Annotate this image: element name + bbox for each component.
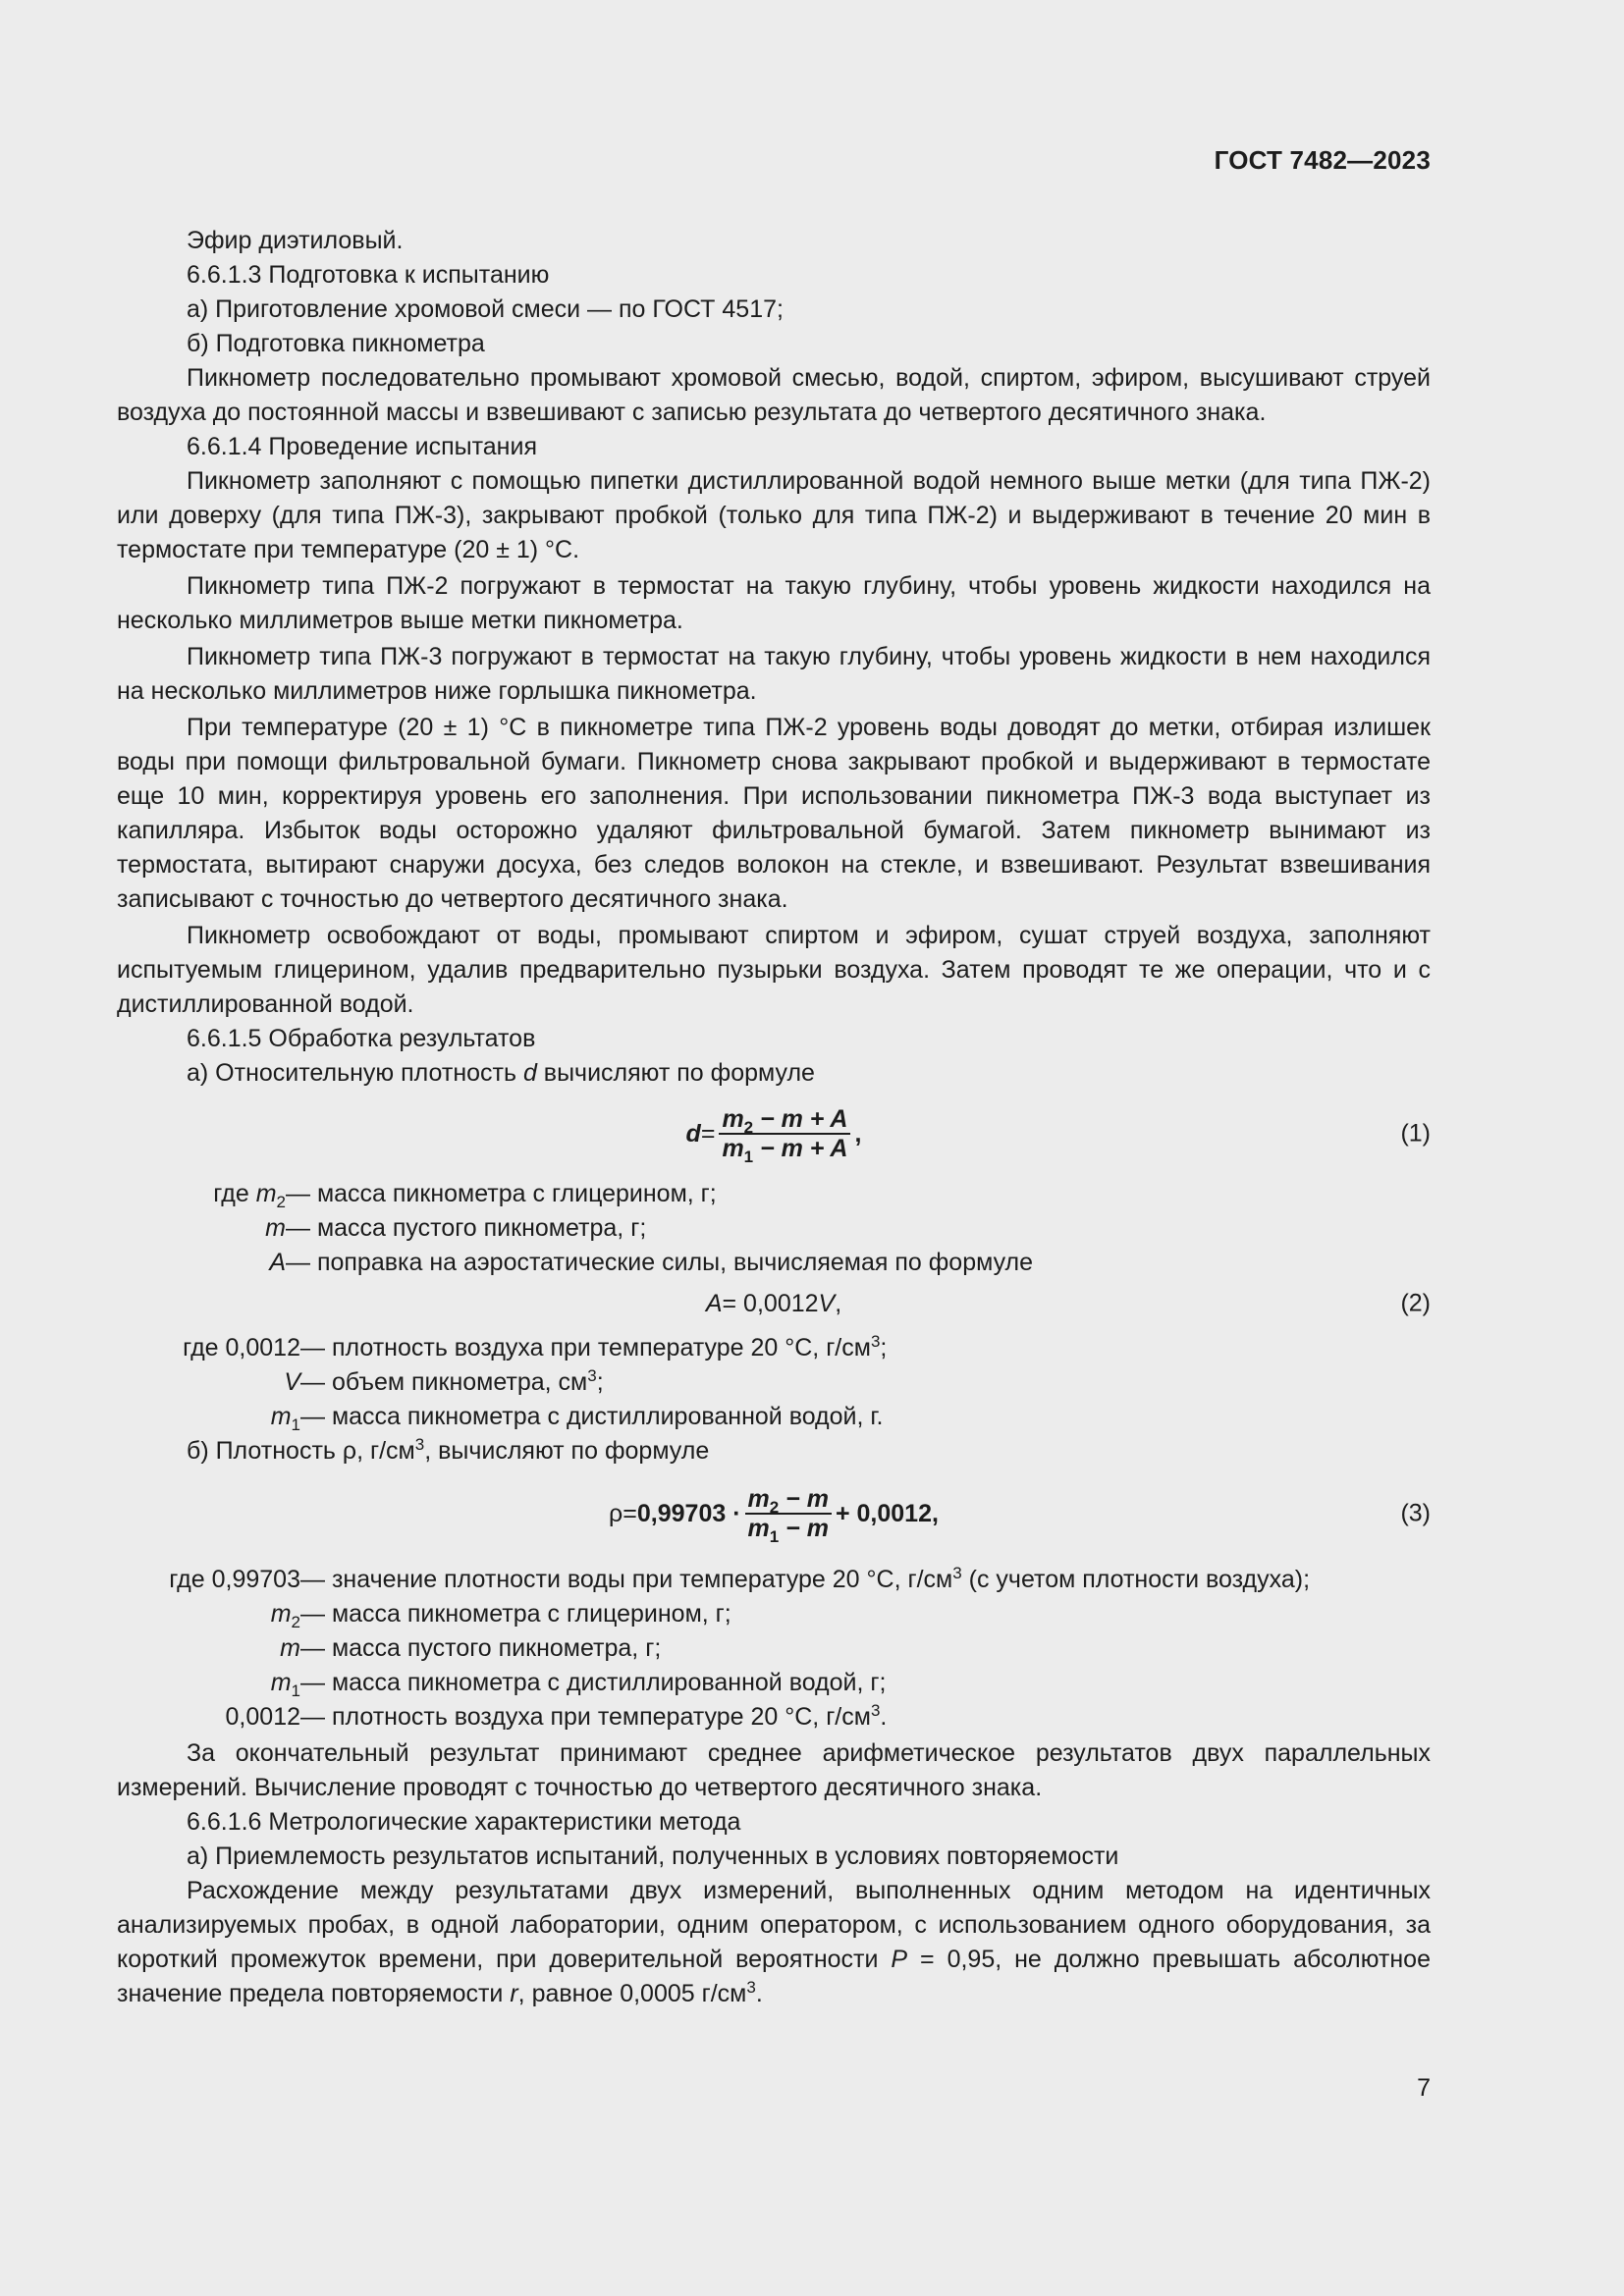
list-item: а) Приемлемость результатов испытаний, полученных в условиях повторяемости — [187, 1842, 1119, 1870]
definitions-2: где 0,0012 — плотность воздуха при температуре 20 °С, $г/см^3$; V — объем пикнометра, $см^3$; $m_1$ — масса пикнометра с дистиллированной водой, г. — [183, 1332, 888, 1434]
paragraph: Расхождение между результатами двух измерений, выполненных одним методом на идентичных анализируемых пробах, в одной лаборатории, одним оператором, с использованием одного оборудования, за короткий промежуток времени, при доверительной вероятности P = 0,95, не должно превышать абсолютное значение предела повторяемости r, равное 0,0005 $г/см^3$. — [117, 1877, 1431, 2007]
fraction: $\frac{m_2 - m + A}{m_1 - m + A}$ — [719, 1105, 850, 1162]
paragraph: За окончательный результат принимают среднее арифметическое результатов двух параллельных измерений. Вычисление проводят с точностью до четвертого десятичного знака. — [117, 1739, 1431, 1801]
section-heading: 6.6.1.5 Обработка результатов — [187, 1025, 536, 1052]
list-item: б) Плотность ρ, $г/см^3$, вычисляют по формуле — [187, 1435, 710, 1465]
text-line: Эфир диэтиловый. — [187, 227, 404, 254]
section-heading: 6.6.1.4 Проведение испытания — [187, 433, 537, 460]
paragraph: Пикнометр типа ПЖ-3 погружают в термостат на такую глубину, чтобы уровень жидкости в нем находился на несколько миллиметров ниже горлышка пикнометра. — [117, 643, 1431, 705]
paragraph: Пикнометр заполняют с помощью пипетки дистиллированной водой немного выше метки (для типа ПЖ-2) или доверху (для типа ПЖ-3), закрывают пробкой (только для типа ПЖ-2) и выдерживают в течение 20 мин в термостате при температуре (20 ± 1) °С. — [117, 467, 1431, 563]
paragraph: При температуре (20 ± 1) °С в пикнометре типа ПЖ-2 уровень воды доводят до метки, отбирая излишек воды при помощи фильтровальной бумаги. Пикнометр снова закрывают пробкой и выдерживают в термостате еще 10 мин, корректируя уровень его заполнения. При использовании пикнометра ПЖ-3 вода выступает из капилляра. Избыток воды осторожно удаляют фильтровальной бумагой. Затем пикнометр вынимают из термостата, вытирают снаружи досуха, без следов волокон на стекле, и взвешивают. Результат взвешивания записывают с точностью до четвертого десятичного знака. — [117, 714, 1431, 913]
definitions-3: где 0,99703 — значение плотности воды при температуре 20 °С, $г/см^3$ (с учетом плотности воздуха); $m_2$ — масса пикнометра с глицерином, г; m — масса пустого пикнометра, г; $m_1$ — масса пикнометра с дистиллированной водой, г; 0,0012 — плотность воздуха при температуре 20 °С, $г/см^3$. — [169, 1564, 1311, 1731]
formula-number: (2) — [1400, 1289, 1431, 1317]
paragraph: Пикнометр освобождают от воды, промывают спиртом и эфиром, сушат струей воздуха, заполняют испытуемым глицерином, удалив предварительно пузырьки воздуха. Затем проводят те же операции, что и с дистиллированной водой. — [117, 922, 1431, 1018]
list-item: а) Приготовление хромовой смеси — по ГОСТ 4517; — [187, 295, 784, 323]
formula-number: (1) — [1400, 1119, 1431, 1148]
formula-3: ρ = 0,99703 · $\frac{m_2 - m}{m_1 - m}$ + 0,0012, (3) — [609, 1485, 1431, 1546]
page-number: 7 — [1417, 2074, 1431, 2102]
paragraph: Пикнометр последовательно промывают хромовой смесью, водой, спиртом, эфиром, высушивают струей воздуха до постоянной массы и взвешивают с записью результата до четвертого десятичного знака. — [117, 364, 1431, 426]
list-item: б) Подготовка пикнометра — [187, 330, 485, 357]
fraction: $\frac{m_2 - m}{m_1 - m}$ — [745, 1485, 832, 1542]
section-heading: 6.6.1.6 Метрологические характеристики метода — [187, 1808, 741, 1836]
paragraph: Пикнометр типа ПЖ-2 погружают в термостат на такую глубину, чтобы уровень жидкости находился на несколько миллиметров выше метки пикнометра. — [117, 572, 1431, 634]
section-heading: 6.6.1.3 Подготовка к испытанию — [187, 261, 550, 289]
document-id: ГОСТ 7482—2023 — [1214, 145, 1431, 175]
list-item: а) Относительную плотность d вычисляют по формуле — [187, 1059, 815, 1087]
formula-1: d = $\frac{m_2 - m + A}{m_1 - m + A}$ , (1) — [685, 1105, 1431, 1166]
document-body — [117, 224, 1431, 2011]
formula-number: (3) — [1400, 1499, 1431, 1527]
definitions-1: где $m_2$ — масса пикнометра с глицерином, г; m — масса пустого пикнометра, г; A — поправка на аэростатические силы, вычисляемая по формуле — [213, 1180, 1034, 1276]
formula-2: A = 0,0012 V , (2) — [117, 1280, 1431, 1327]
